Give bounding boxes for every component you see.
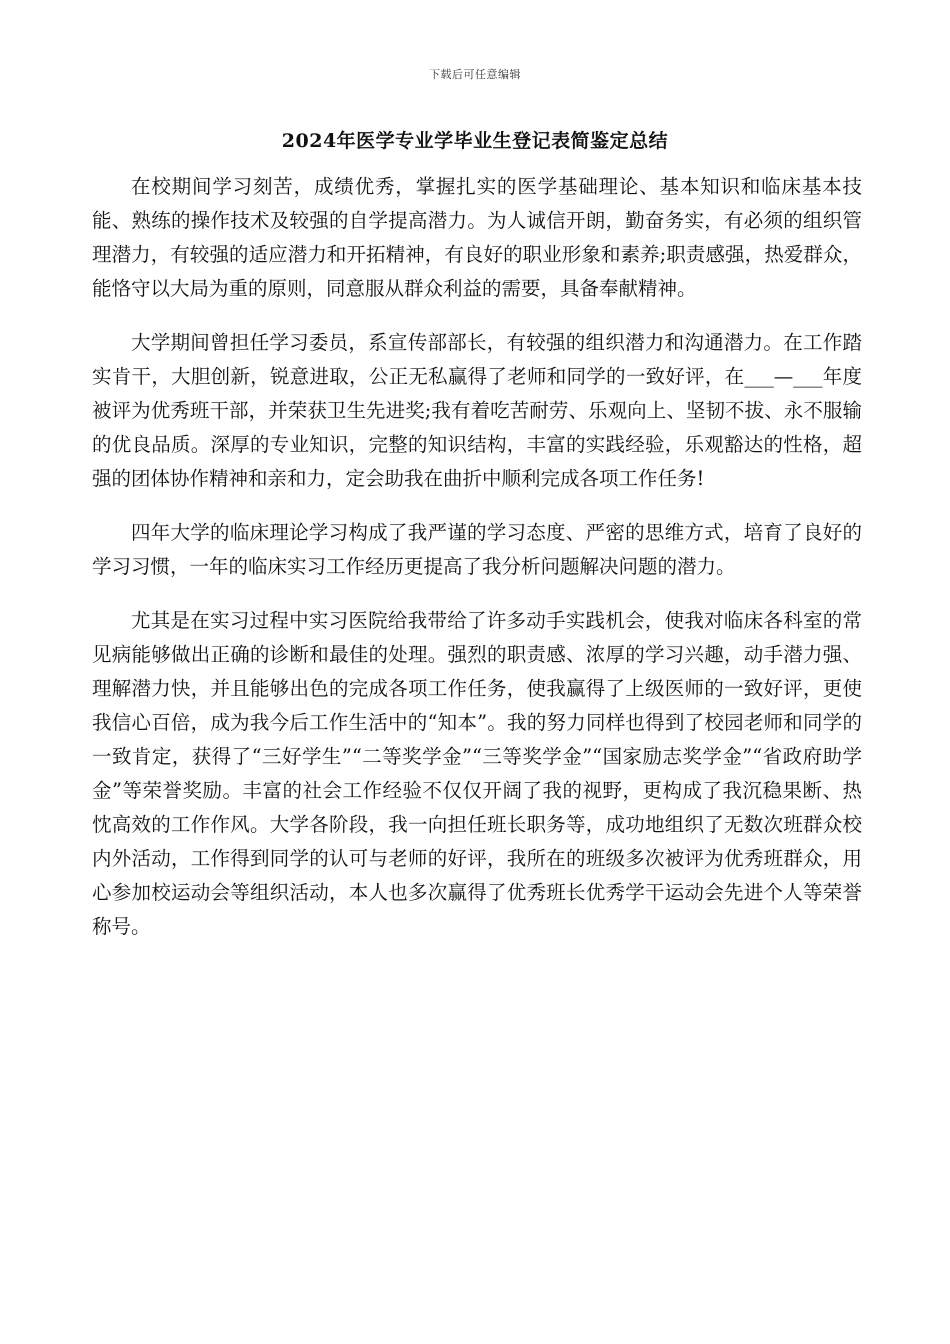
paragraph-4: 尤其是在实习过程中实习医院给我带给了许多动手实践机会，使我对临床各科室的常见病能够做出正确的诊断和最佳的处理。强烈的职责感、浓厚的学习兴趣，动手潜力强、理解潜力快，并且能够出色的完成各项工作任务，使我赢得了上级医师的一致好评，更使我信心百倍，成为我今后工作生活中的“知本”。我的努力同样也得到了校园老师和同学的一致肯定，获得了“三好学生”“二等奖学金”“三等奖学金”“国家励志奖学金”“省政府助学金”等荣誉奖励。丰富的社会工作经验不仅仅开阔了我的视野，更构成了我沉稳果断、热忱高效的工作作风。大学各阶段，我一向担任班长职务等，成功地组织了无数次班群众校内外活动，工作得到同学的认可与老师的好评，我所在的班级多次被评为优秀班群众，用心参加校运动会等组织活动，本人也多次赢得了优秀班长优秀学干运动会先进个人等荣誉称号。 — [92, 609, 862, 938]
paragraph-3: 四年大学的临床理论学习构成了我严谨的学习态度、严密的思维方式，培育了良好的学习习惯，一年的临床实习工作经历更提高了我分析问题解决问题的潜力。 — [92, 521, 862, 578]
paragraph-2: 大学期间曾担任学习委员，系宣传部部长，有较强的组织潜力和沟通潜力。在工作踏实肯干，大胆创新，锐意进取，公正无私赢得了老师和同学的一致好评，在___—___年度被评为优秀班干部，并荣获卫生先进奖;我有着吃苦耐劳、乐观向上、坚韧不拔、永不服输的优良品质。深厚的专业知识，完整的知识结构，丰富的实践经验，乐观豁达的性格，超强的团体协作精神和亲和力，定会助我在曲折中顺利完成各项工作任务! — [92, 331, 862, 490]
document-body — [92, 170, 862, 964]
document-title: 2024年医学专业学毕业生登记表简鉴定总结 — [281, 130, 669, 152]
header-note: 下载后可任意编辑 — [429, 68, 521, 81]
paragraph-1: 在校期间学习刻苦，成绩优秀，掌握扎实的医学基础理论、基本知识和临床基本技能、熟练的操作技术及较强的自学提高潜力。为人诚信开朗，勤奋务实，有必须的组织管理潜力，有较强的适应潜力和开拓精神，有良好的职业形象和素养;职责感强，热爱群众，能恪守以大局为重的原则，同意服从群众利益的需要，具备奉献精神。 — [92, 175, 862, 300]
